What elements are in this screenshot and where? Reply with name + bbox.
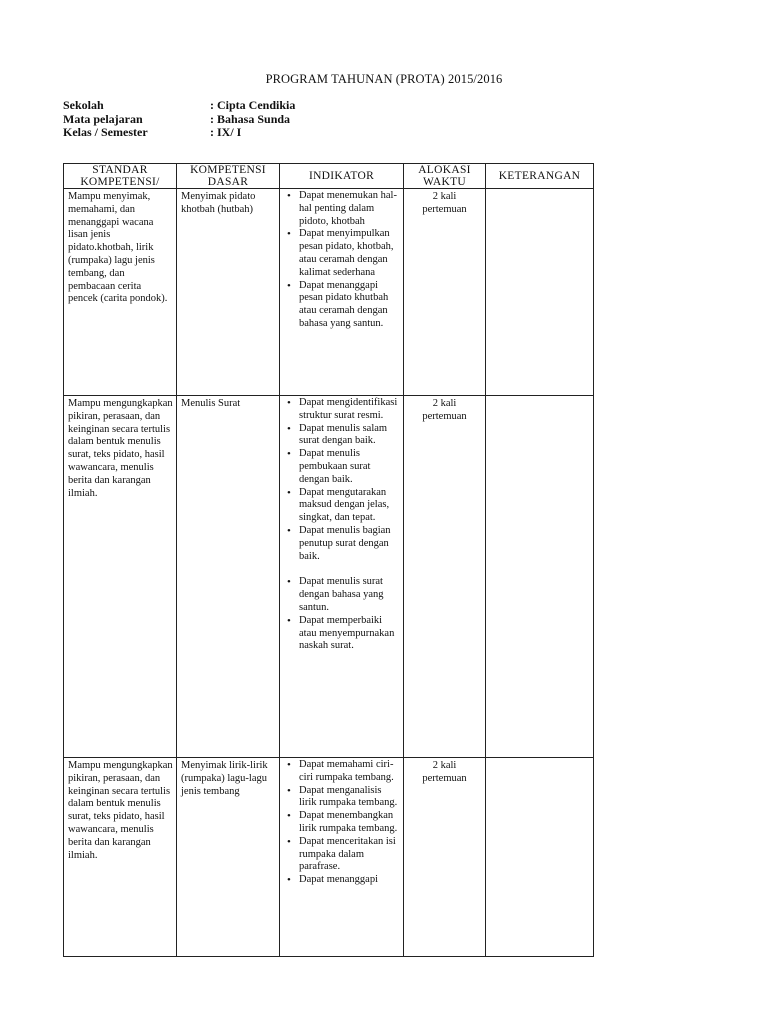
- cell-alokasi-waktu: [404, 189, 486, 396]
- cell-indikator: [280, 396, 404, 758]
- meta-row-class: [63, 126, 295, 140]
- indikator-list: [280, 758, 403, 887]
- sk-text: Mampu menyimak, memahami, dan menanggapi wacana lisan jenis pidato.khotbah, lirik (rumpaka) lagu jenis tembang, dan pembacaan cerita pencek (carita pondok).: [68, 191, 168, 305]
- alokasi-line2: pertemuan: [422, 203, 467, 215]
- indikator-item: • Dapat menulis surat dengan bahasa yang santun.: [299, 576, 401, 614]
- indikator-item: • Dapat menulis salam surat dengan baik.: [299, 423, 401, 449]
- header-keterangan: KETERANGAN: [486, 164, 594, 189]
- indikator-item: • Dapat menanggapi: [299, 874, 401, 887]
- prota-table: [63, 163, 594, 957]
- indikator-item: • Dapat menyimpulkan pesan pidato, khotbah, atau ceramah dengan kalimat sederhana: [299, 228, 401, 279]
- meta-label-school: Sekolah: [63, 98, 104, 112]
- indikator-item: • Dapat menanggapi pesan pidato khutbah atau ceramah dengan bahasa yang santun.: [299, 280, 401, 331]
- alokasi-line1: 2 kali: [432, 398, 457, 409]
- sk-text: Mampu mengungkapkan pikiran, perasaan, dan keinginan secara tertulis dalam bentuk menulis surat, teks pidato, hasil wawancara, menulis berita dan karangan ilmiah.: [68, 760, 173, 861]
- keterangan-text: [486, 758, 593, 760]
- indikator-item: • Dapat memperbaiki atau menyempurnakan naskah surat.: [299, 615, 401, 653]
- indikator-item: • Dapat menulis pembukaan surat dengan baik.: [299, 448, 401, 486]
- header-sk-line2: KOMPETENSI/: [80, 176, 160, 188]
- header-alokasi-line2: WAKTU: [422, 176, 467, 188]
- indikator-item: • Dapat mengutarakan maksud dengan jelas, singkat, dan tepat.: [299, 487, 401, 525]
- kd-text: Menulis Surat: [181, 398, 241, 409]
- header-kd-line2: DASAR: [207, 176, 249, 188]
- indikator-item: • Dapat memahami ciri-ciri rumpaka tembang.: [299, 759, 401, 785]
- header-alokasi-line1: ALOKASI: [418, 164, 471, 176]
- indikator-item: • Dapat menemukan hal-hal penting dalam pidoto, khotbah: [299, 190, 401, 228]
- alokasi-line1: 2 kali: [432, 760, 457, 771]
- keterangan-text: [486, 189, 593, 191]
- meta-label-subject: Mata pelajaran: [63, 111, 143, 126]
- keterangan-text: [486, 396, 593, 398]
- document-title: PROGRAM TAHUNAN (PROTA) 2015/2016: [265, 72, 503, 86]
- cell-standar-kompetensi: [64, 758, 177, 957]
- cell-indikator: [280, 758, 404, 957]
- meta-row-school: [63, 99, 295, 113]
- alokasi-text: [404, 189, 485, 217]
- indikator-item: • Dapat menulis bagian penutup surat dengan baik.: [299, 525, 401, 563]
- sk-text: Mampu mengungkapkan pikiran, perasaan, dan keinginan secara tertulis dalam bentuk menulis surat, teks pidato, hasil wawancara, menulis berita dan karangan ilmiah.: [68, 398, 173, 499]
- cell-keterangan: [486, 189, 594, 396]
- header-sk-line1: STANDAR: [92, 164, 148, 176]
- meta-label-class: Kelas / Semester: [63, 125, 148, 139]
- indikator-list: [280, 189, 403, 331]
- meta-value-school: : Cipta Cendikia: [210, 98, 296, 112]
- table-row: [64, 189, 594, 396]
- header-kompetensi-dasar: [177, 164, 280, 189]
- document-meta: [63, 99, 295, 140]
- table-row: [64, 396, 594, 758]
- table-header-row: [64, 164, 594, 189]
- indikator-item: • Dapat menembangkan lirik rumpaka tembang.: [299, 810, 401, 836]
- cell-standar-kompetensi: [64, 396, 177, 758]
- header-standar-kompetensi: [64, 164, 177, 189]
- meta-row-subject: [63, 113, 295, 127]
- cell-kompetensi-dasar: [177, 189, 280, 396]
- cell-indikator: [280, 189, 404, 396]
- table-row: [64, 758, 594, 957]
- cell-keterangan: [486, 396, 594, 758]
- alokasi-line2: pertemuan: [422, 410, 467, 422]
- header-indikator: INDIKATOR: [280, 164, 404, 189]
- indikator-item: • Dapat mengidentifikasi struktur surat resmi.: [299, 397, 401, 423]
- kd-text: Menyimak pidato khotbah (hutbah): [181, 191, 256, 215]
- alokasi-text: [404, 758, 485, 786]
- header-kd-line1: KOMPETENSI: [190, 164, 266, 176]
- indikator-list: [280, 396, 403, 653]
- cell-kompetensi-dasar: [177, 396, 280, 758]
- indikator-item: • Dapat menganalisis lirik rumpaka tembang.: [299, 785, 401, 811]
- cell-keterangan: [486, 758, 594, 957]
- kd-text: Menyimak lirik-lirik (rumpaka) lagu-lagu jenis tembang: [181, 760, 268, 797]
- header-alokasi-waktu: [404, 164, 486, 189]
- indikator-item: • Dapat menceritakan isi rumpaka dalam parafrase.: [299, 836, 401, 874]
- cell-alokasi-waktu: [404, 396, 486, 758]
- alokasi-line1: 2 kali: [432, 191, 457, 202]
- cell-standar-kompetensi: [64, 189, 177, 396]
- alokasi-line2: pertemuan: [422, 772, 467, 784]
- meta-value-subject: : Bahasa Sunda: [210, 111, 291, 126]
- meta-value-class: : IX/ I: [210, 125, 242, 139]
- alokasi-text: [404, 396, 485, 424]
- cell-kompetensi-dasar: [177, 758, 280, 957]
- cell-alokasi-waktu: [404, 758, 486, 957]
